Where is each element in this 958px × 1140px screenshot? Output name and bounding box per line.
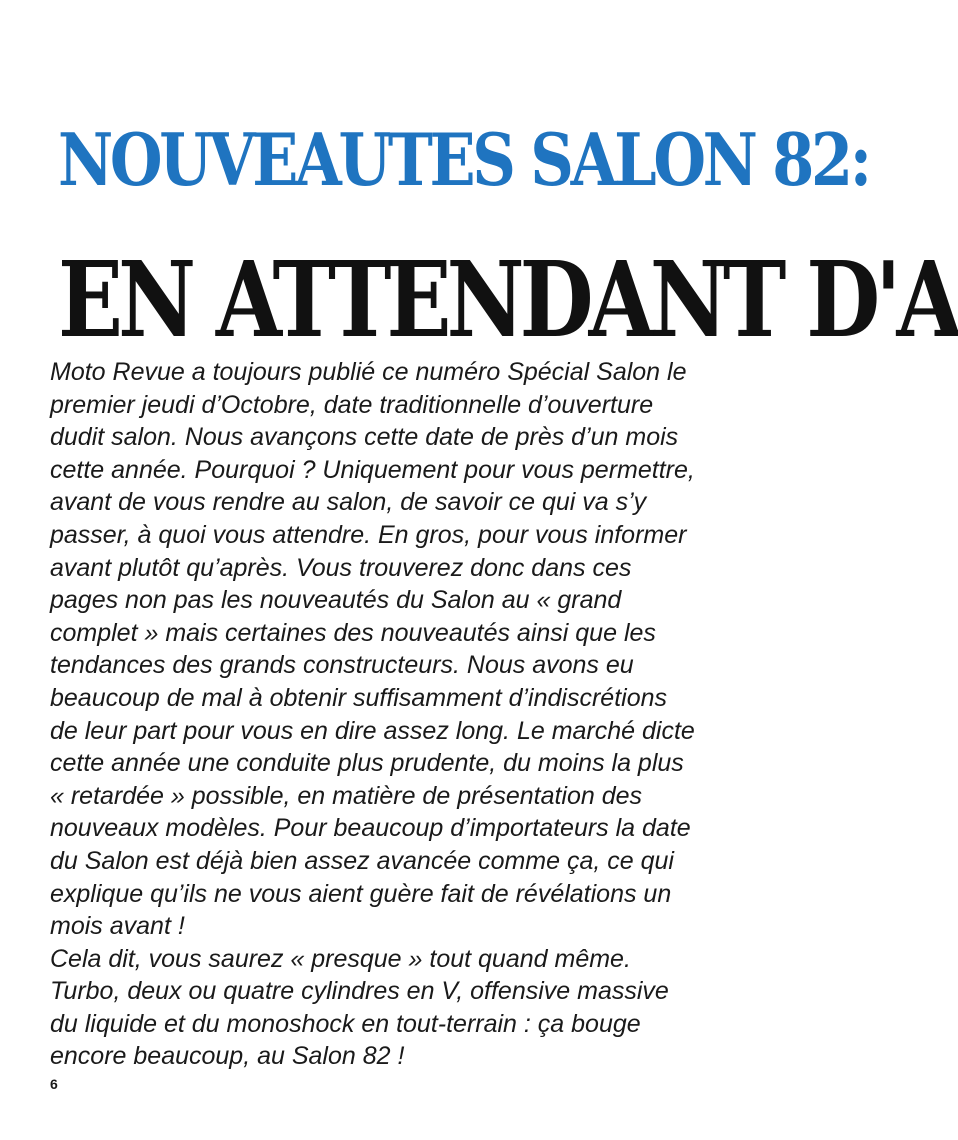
- intro-line: de leur part pour vous en dire assez long. Le marché dicte: [50, 716, 695, 745]
- intro-line: premier jeudi d’Octobre, date traditionnelle d’ouverture: [50, 390, 654, 419]
- intro-line: nouveaux modèles. Pour beaucoup d’importateurs la date: [50, 814, 691, 843]
- intro-line: explique qu’ils ne vous aient guère fait de révélations un: [50, 879, 672, 908]
- intro-line: cette année une conduite plus prudente, du moins la plus: [50, 749, 684, 778]
- intro-line: Cela dit, vous saurez « presque » tout quand même.: [50, 944, 631, 973]
- page-number: 6: [50, 1076, 58, 1092]
- intro-line: dudit salon. Nous avançons cette date de près d’un mois: [50, 423, 679, 452]
- article-title: EN ATTENDANT D'A: [58, 238, 958, 361]
- intro-line: complet » mais certaines des nouveautés ainsi que les: [50, 618, 656, 647]
- section-headline: NOUVEAUTES SALON 82:: [58, 117, 869, 202]
- intro-line: du liquide et du monoshock en tout-terrain : ça bouge: [50, 1009, 641, 1038]
- intro-line: du Salon est déjà bien assez avancée comme ça, ce qui: [50, 846, 674, 875]
- intro-line: Moto Revue a toujours publié ce numéro Spécial Salon le: [50, 358, 687, 386]
- intro-line: « retardée » possible, en matière de présentation des: [50, 781, 643, 810]
- intro-line: Turbo, deux ou quatre cylindres en V, offensive massive: [50, 977, 669, 1006]
- intro-line: avant de vous rendre au salon, de savoir ce qui va s’y: [50, 488, 647, 517]
- intro-paragraph: [50, 356, 826, 1073]
- intro-line: encore beaucoup, au Salon 82 !: [50, 1042, 405, 1071]
- intro-line: passer, à quoi vous attendre. En gros, pour vous informer: [50, 520, 687, 549]
- intro-line: tendances des grands constructeurs. Nous avons eu: [50, 651, 634, 680]
- intro-line: cette année. Pourquoi ? Uniquement pour vous permettre,: [50, 455, 695, 484]
- intro-line: beaucoup de mal à obtenir suffisamment d’indiscrétions: [50, 683, 668, 712]
- intro-line: avant plutôt qu’après. Vous trouverez donc dans ces: [50, 553, 632, 582]
- intro-line: pages non pas les nouveautés du Salon au « grand: [50, 586, 622, 615]
- intro-line: mois avant !: [50, 912, 185, 941]
